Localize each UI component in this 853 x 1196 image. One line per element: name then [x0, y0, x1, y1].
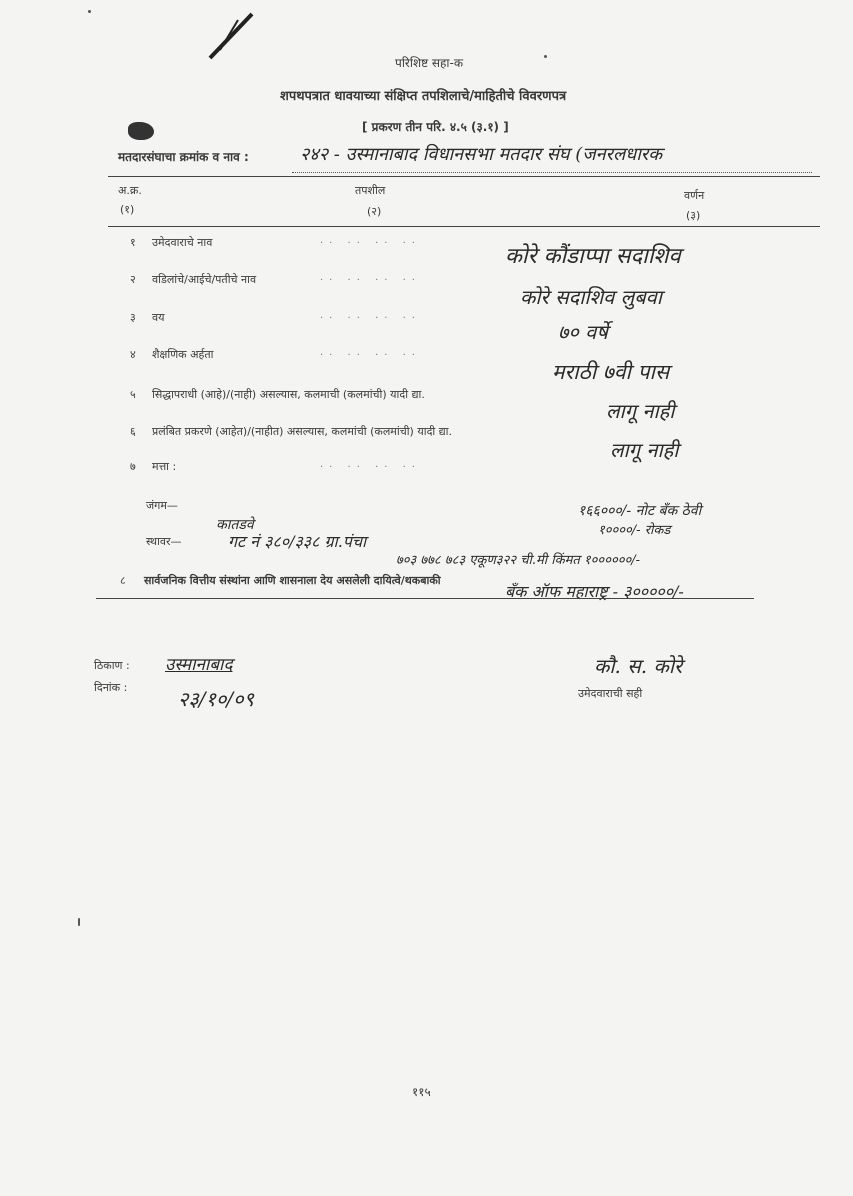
- page-number: ११५: [412, 1085, 431, 1099]
- row-label-parent-name: वडिलांचे/आईचे/पतीचे नाव: [152, 273, 257, 286]
- row-label-liabilities: सार्वजनिक वित्तीय संस्थांना आणि शासनाला देय असलेली दायित्वे/थकबाकी: [144, 574, 441, 587]
- liabilities-value: बँक ऑफ महाराष्ट्र - ३०००००/-: [505, 582, 684, 601]
- candidate-name-value: कोरे कौंडाप्पा सदाशिव: [505, 244, 681, 269]
- movable-assets-value-2: १००००/- रोकड: [598, 523, 671, 538]
- table-bottom-rule: [96, 598, 754, 599]
- convictions-value: लागू नाही: [606, 399, 675, 423]
- pending-cases-value: लागू नाही: [610, 438, 679, 462]
- scan-speck: [88, 10, 91, 13]
- row-label-pending-cases: प्रलंबित प्रकरणे (आहेत)/(नाहीत) असल्यास, कलमांची (कलमांची) यादी द्या.: [152, 425, 453, 438]
- header-rule-top: [108, 176, 820, 177]
- row-number-1: १: [130, 236, 136, 249]
- column-serial-number: (१): [120, 203, 135, 216]
- row-label-education: शैक्षणिक अर्हता: [152, 348, 214, 361]
- education-value: मराठी ७वी पास: [552, 360, 670, 384]
- row-dots: .. .. .. ..: [320, 459, 421, 470]
- row-number-4: ४: [130, 348, 136, 361]
- row-number-8: ८: [120, 574, 126, 587]
- column-description-number: (३): [686, 209, 701, 222]
- movable-assets-label: जंगम—: [146, 499, 178, 512]
- place-label: ठिकाण :: [94, 659, 130, 672]
- candidate-signature: कौ. स. कोरे: [594, 654, 683, 678]
- row-label-candidate-name: उमेदवाराचे नाव: [152, 236, 213, 249]
- row-label-assets: मत्ता :: [152, 460, 177, 473]
- row-dots: .. .. .. ..: [320, 310, 421, 321]
- constituency-underline: [292, 172, 812, 173]
- immovable-assets-value-2: ७०३ ७७८ ७८३ एकूण३२२ ची.मी किंमत १००००००/-: [396, 553, 641, 568]
- ink-blot: [128, 122, 154, 140]
- row-dots: .. .. .. ..: [320, 347, 421, 358]
- section-reference: [ प्रकरण तीन परि. ४.५ (३.१) ]: [362, 120, 509, 134]
- column-detail-number: (२): [367, 205, 382, 218]
- constituency-value: २४२ - उस्मानाबाद विधानसभा मतदार संघ (जनरलधारक: [300, 144, 663, 165]
- movable-assets-value-1: १६६०००/- नोट बँक ठेवी: [578, 503, 702, 519]
- age-value: ७० वर्षे: [558, 320, 608, 344]
- form-title: शपथपत्रात धावयाच्या संक्षिप्त तपशिलाचे/माहितीचे विवरणपत्र: [280, 89, 567, 104]
- row-label-convictions: सिद्धापराधी (आहे)/(नाही) असल्यास, कलमाची (कलमांची) यादी द्या.: [152, 388, 425, 401]
- date-value: २३/१०/०९: [178, 687, 254, 711]
- row-dots: .. .. .. ..: [320, 235, 421, 246]
- signature-label: उमेदवाराची सही: [578, 687, 643, 700]
- scan-mark-top: [200, 10, 260, 60]
- row-number-2: २: [130, 273, 136, 286]
- parent-name-value: कोरे सदाशिव लुबवा: [520, 285, 662, 309]
- scan-speck: [78, 918, 80, 926]
- appendix-heading: परिशिष्ट सहा-क: [395, 56, 464, 70]
- column-description-header: वर्णन: [684, 189, 705, 202]
- header-rule-bottom: [108, 226, 820, 227]
- row-label-age: वय: [152, 311, 165, 324]
- row-number-5: ५: [130, 388, 136, 401]
- place-value: उस्मानाबाद: [165, 655, 233, 675]
- column-serial-header: अ.क्र.: [118, 184, 142, 197]
- row-dots: .. .. .. ..: [320, 272, 421, 283]
- row-number-6: ६: [130, 425, 136, 438]
- constituency-label: मतदारसंघाचा क्रमांक व नाव :: [118, 150, 249, 164]
- row-number-3: ३: [130, 311, 136, 324]
- scan-speck: [544, 55, 547, 58]
- immovable-assets-label: स्थावर—: [146, 535, 182, 548]
- immovable-assets-value-1: गट नं ३८०/३३८ ग्रा.पंचा: [228, 532, 367, 551]
- row-number-7: ७: [130, 460, 136, 473]
- immovable-assets-prefix: कातडवे: [216, 517, 254, 533]
- column-detail-header: तपशील: [355, 184, 386, 197]
- date-label: दिनांक :: [94, 681, 128, 694]
